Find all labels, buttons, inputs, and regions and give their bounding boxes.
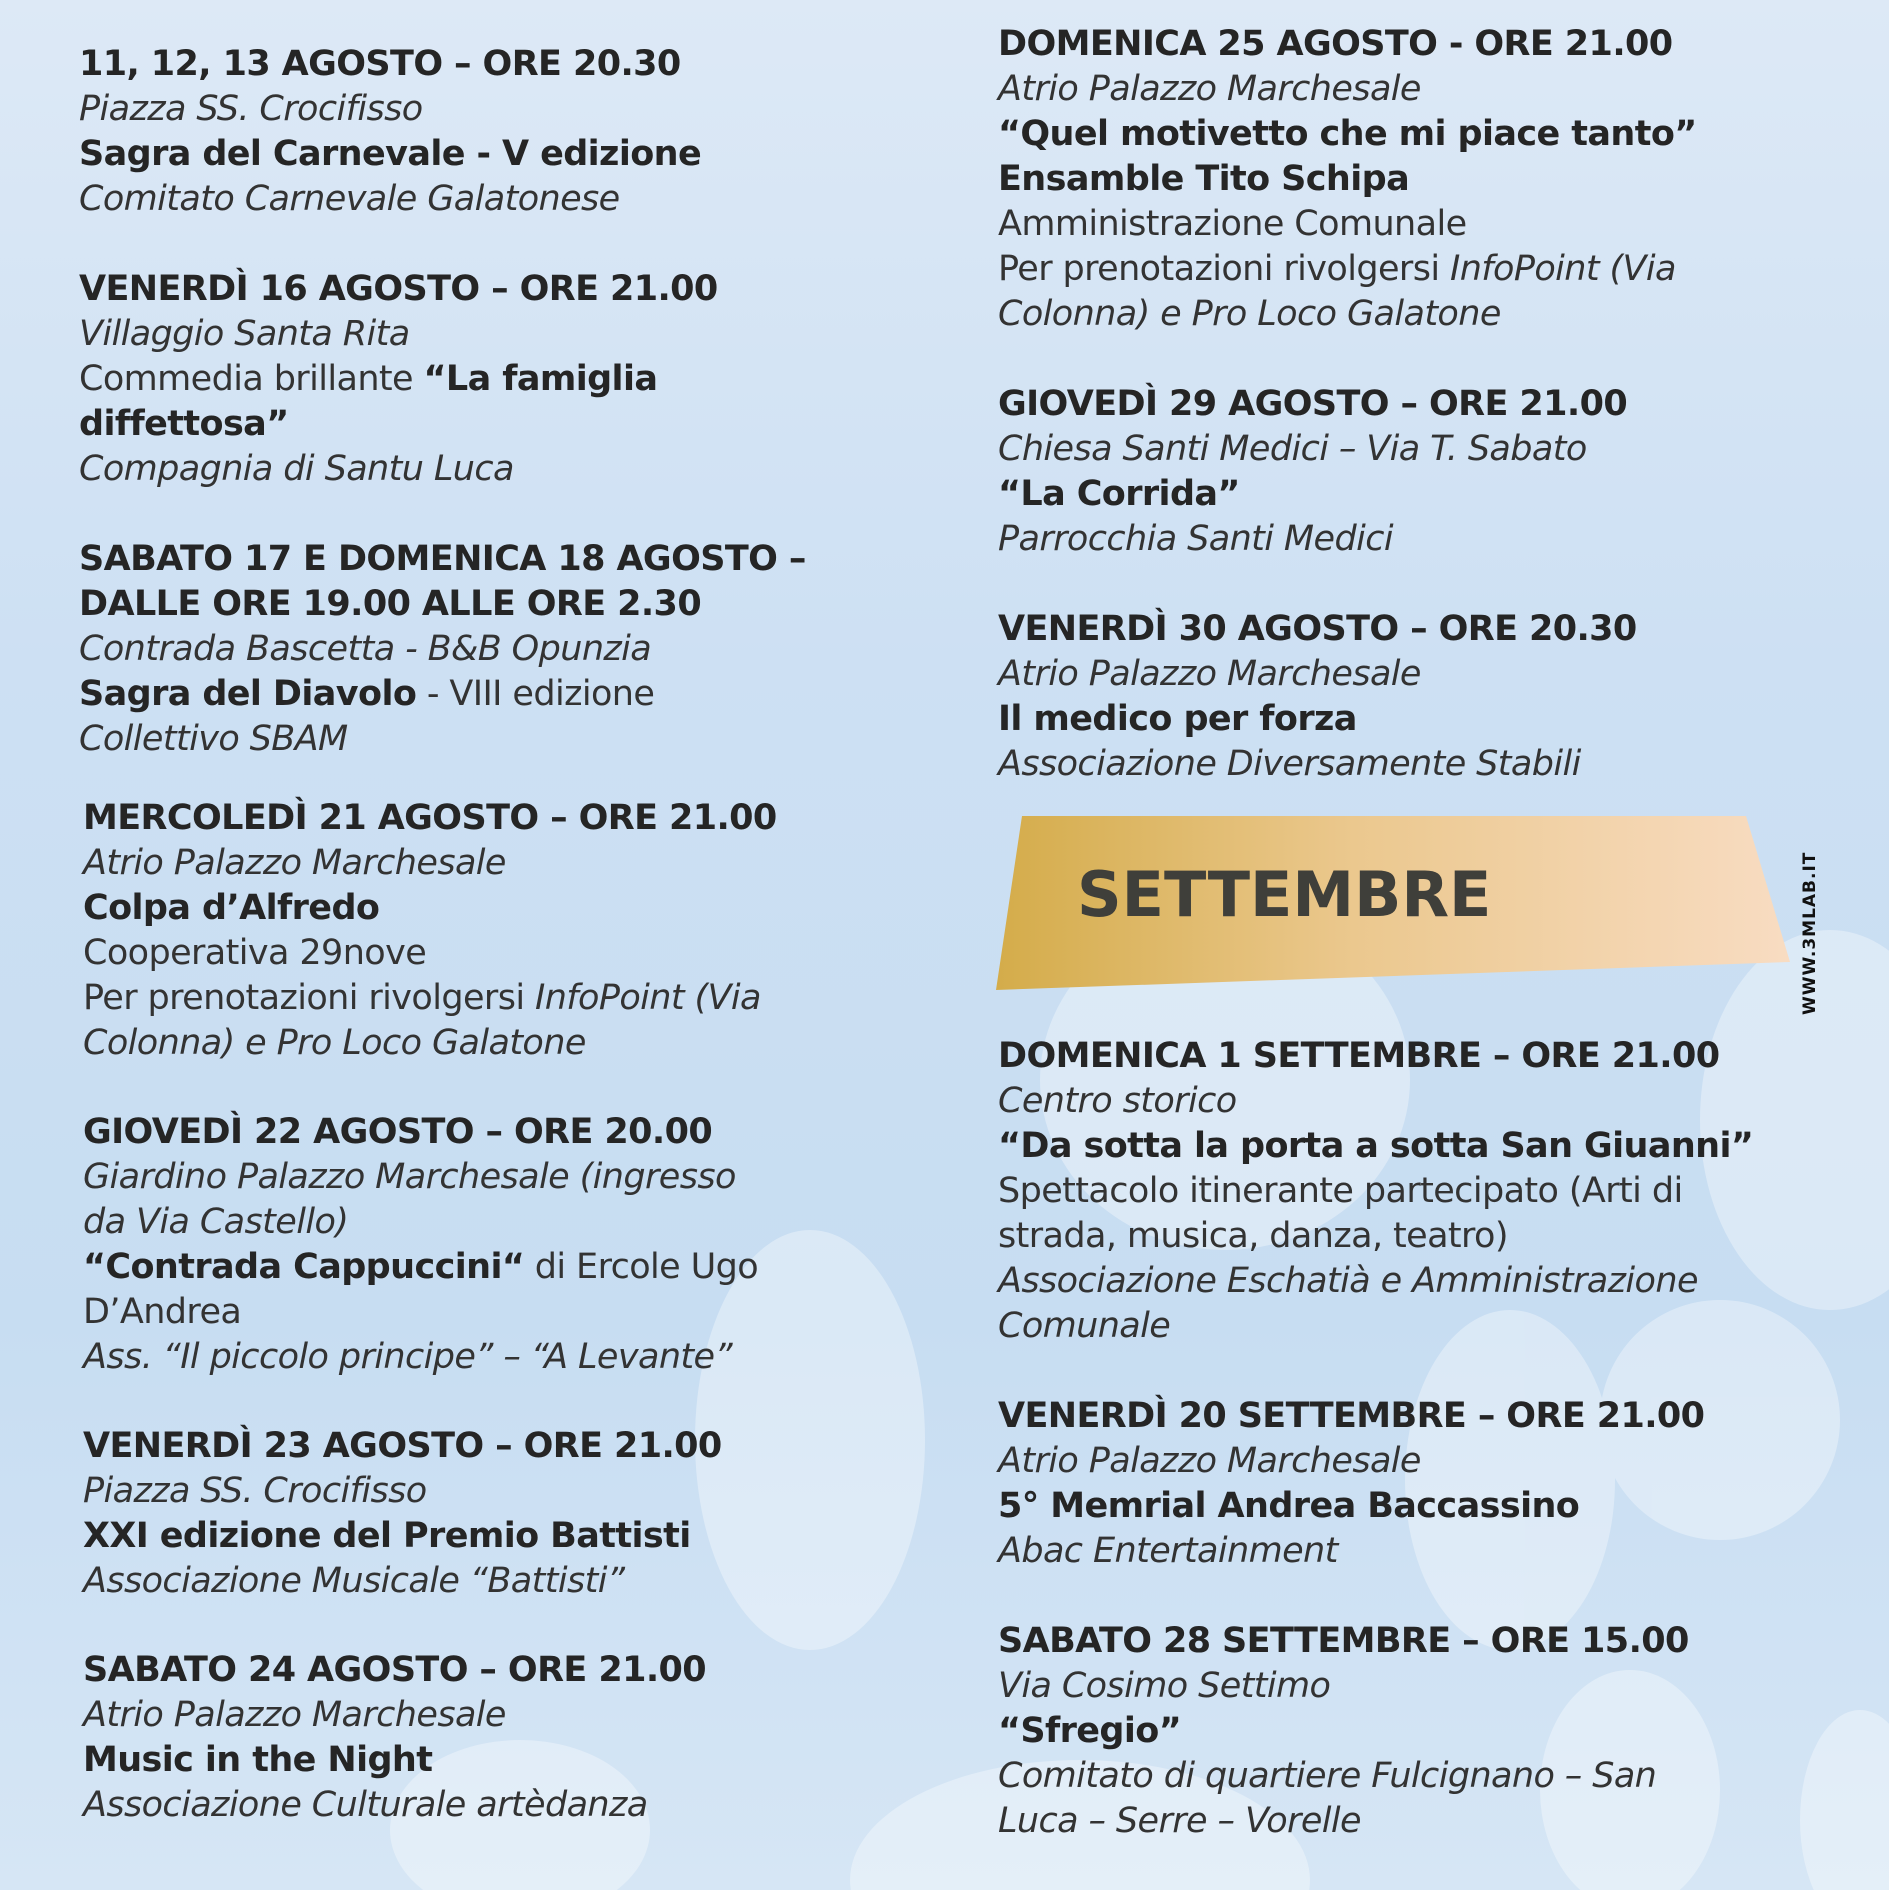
event-title: Sagra del Carnevale - V edizione (79, 134, 702, 174)
event-organizer: Comitato Carnevale Galatonese (79, 179, 620, 219)
booking-place: InfoPoint (Via (1449, 249, 1676, 289)
event-sagra-carnevale (79, 42, 869, 222)
event-organizer-cont: Comunale (998, 1306, 1171, 1346)
event-contrada-cappuccini (83, 1110, 873, 1380)
event-date: SABATO 24 AGOSTO – ORE 21.00 (83, 1650, 707, 1690)
event-location: Contrada Bascetta - B&B Opunzia (79, 629, 652, 669)
event-title-prefix: Commedia brillante (79, 359, 424, 399)
event-colpa-alfredo (83, 796, 873, 1066)
event-organizer: Cooperativa 29nove (83, 933, 427, 973)
event-title: “La Corrida” (998, 474, 1240, 514)
event-date: 11, 12, 13 AGOSTO – ORE 20.30 (79, 44, 681, 84)
event-date: MERCOLEDÌ 21 AGOSTO – ORE 21.00 (83, 798, 777, 838)
event-booking-cont: Colonna) e Pro Loco Galatone (83, 1023, 586, 1063)
event-title (79, 357, 869, 402)
event-location: Piazza SS. Crocifisso (83, 1471, 427, 1511)
event-famiglia-diffettosa (79, 267, 869, 492)
event-description: Spettacolo itinerante partecipato (Arti di (998, 1171, 1683, 1211)
event-date: DOMENICA 25 AGOSTO - ORE 21.00 (998, 24, 1673, 64)
event-title: XXI edizione del Premio Battisti (83, 1516, 691, 1556)
event-organizer: Amministrazione Comunale (998, 204, 1467, 244)
event-organizer: Parrocchia Santi Medici (998, 519, 1393, 559)
event-sagra-diavolo (79, 537, 869, 762)
event-booking-cont: Colonna) e Pro Loco Galatone (998, 294, 1501, 334)
event-date: SABATO 28 SETTEMBRE – ORE 15.00 (998, 1621, 1689, 1661)
right-column-september (998, 1034, 1798, 1844)
event-location: Centro storico (998, 1081, 1237, 1121)
event-title: Colpa d’Alfredo (83, 888, 380, 928)
event-date: VENERDÌ 20 SETTEMBRE – ORE 21.00 (998, 1396, 1705, 1436)
event-organizer: Associazione Musicale “Battisti” (83, 1561, 625, 1601)
event-quel-motivetto (998, 22, 1798, 337)
event-title-bold: Sagra del Diavolo (79, 674, 417, 714)
event-location: Atrio Palazzo Marchesale (998, 69, 1421, 109)
event-date: VENERDÌ 23 AGOSTO – ORE 21.00 (83, 1426, 722, 1466)
event-title-cont: Ensamble Tito Schipa (998, 159, 1410, 199)
event-organizer: Collettivo SBAM (79, 719, 348, 759)
event-memorial-baccassino (998, 1394, 1798, 1574)
event-location: Piazza SS. Crocifisso (79, 89, 423, 129)
event-location: Atrio Palazzo Marchesale (83, 843, 506, 883)
right-column (998, 22, 1798, 787)
event-la-corrida (998, 382, 1798, 562)
event-sotta-la-porta (998, 1034, 1798, 1349)
event-title-suffix: - VIII edizione (416, 674, 655, 714)
booking-place: InfoPoint (Via (534, 978, 761, 1018)
event-date: GIOVEDÌ 22 AGOSTO – ORE 20.00 (83, 1112, 713, 1152)
event-date-cont: DALLE ORE 19.00 ALLE ORE 2.30 (79, 584, 702, 624)
event-location-cont: da Via Castello) (83, 1202, 349, 1242)
event-location: Villaggio Santa Rita (79, 314, 410, 354)
banner-title: SETTEMBRE (1077, 858, 1492, 931)
event-location: Via Cosimo Settimo (998, 1666, 1331, 1706)
event-medico-per-forza (998, 607, 1798, 787)
event-music-night (83, 1648, 873, 1828)
event-premio-battisti (83, 1424, 873, 1604)
event-description-cont: strada, musica, danza, teatro) (998, 1216, 1508, 1256)
event-organizer-cont: Luca – Serre – Vorelle (998, 1801, 1361, 1841)
event-organizer: Compagnia di Santu Luca (79, 449, 514, 489)
event-title: Il medico per forza (998, 699, 1357, 739)
event-title: 5° Memrial Andrea Baccassino (998, 1486, 1580, 1526)
event-date: VENERDÌ 16 AGOSTO – ORE 21.00 (79, 269, 718, 309)
booking-prefix: Per prenotazioni rivolgersi (83, 978, 535, 1018)
event-location: Atrio Palazzo Marchesale (998, 654, 1421, 694)
event-title-bold: “La famiglia (423, 359, 658, 399)
event-title: “Sfregio” (998, 1711, 1182, 1751)
left-column (79, 42, 869, 1828)
event-organizer: Associazione Culturale artèdanza (83, 1785, 648, 1825)
event-title-bold: “Contrada Cappuccini“ (83, 1247, 525, 1287)
event-sfregio (998, 1619, 1798, 1844)
event-organizer: Ass. “Il piccolo principe” – “A Levante” (83, 1337, 732, 1377)
event-organizer: Comitato di quartiere Fulcignano – San (998, 1756, 1657, 1796)
event-booking (998, 247, 1798, 292)
event-organizer: Abac Entertainment (998, 1531, 1338, 1571)
event-date: GIOVEDÌ 29 AGOSTO – ORE 21.00 (998, 384, 1628, 424)
event-location: Giardino Palazzo Marchesale (ingresso (83, 1157, 736, 1197)
event-location: Atrio Palazzo Marchesale (998, 1441, 1421, 1481)
event-title-cont: diffettosa” (79, 404, 289, 444)
event-date: SABATO 17 E DOMENICA 18 AGOSTO – (79, 539, 806, 579)
event-organizer: Associazione Diversamente Stabili (998, 744, 1581, 784)
website-credit: WWW.3MLAB.IT (1800, 851, 1820, 1015)
event-location: Atrio Palazzo Marchesale (83, 1695, 506, 1735)
event-date: DOMENICA 1 SETTEMBRE – ORE 21.00 (998, 1036, 1720, 1076)
event-title (83, 1245, 873, 1290)
event-date: VENERDÌ 30 AGOSTO – ORE 20.30 (998, 609, 1637, 649)
event-location: Chiesa Santi Medici – Via T. Sabato (998, 429, 1587, 469)
event-title: “Quel motivetto che mi piace tanto” (998, 114, 1697, 154)
booking-prefix: Per prenotazioni rivolgersi (998, 249, 1450, 289)
event-organizer: Associazione Eschatià e Amministrazione (998, 1261, 1698, 1301)
event-title-cont: D’Andrea (83, 1292, 242, 1332)
event-title (79, 672, 869, 717)
event-title-suffix: di Ercole Ugo (524, 1247, 759, 1287)
event-title: Music in the Night (83, 1740, 433, 1780)
event-title: “Da sotta la porta a sotta San Giuanni” (998, 1126, 1754, 1166)
event-booking (83, 976, 873, 1021)
